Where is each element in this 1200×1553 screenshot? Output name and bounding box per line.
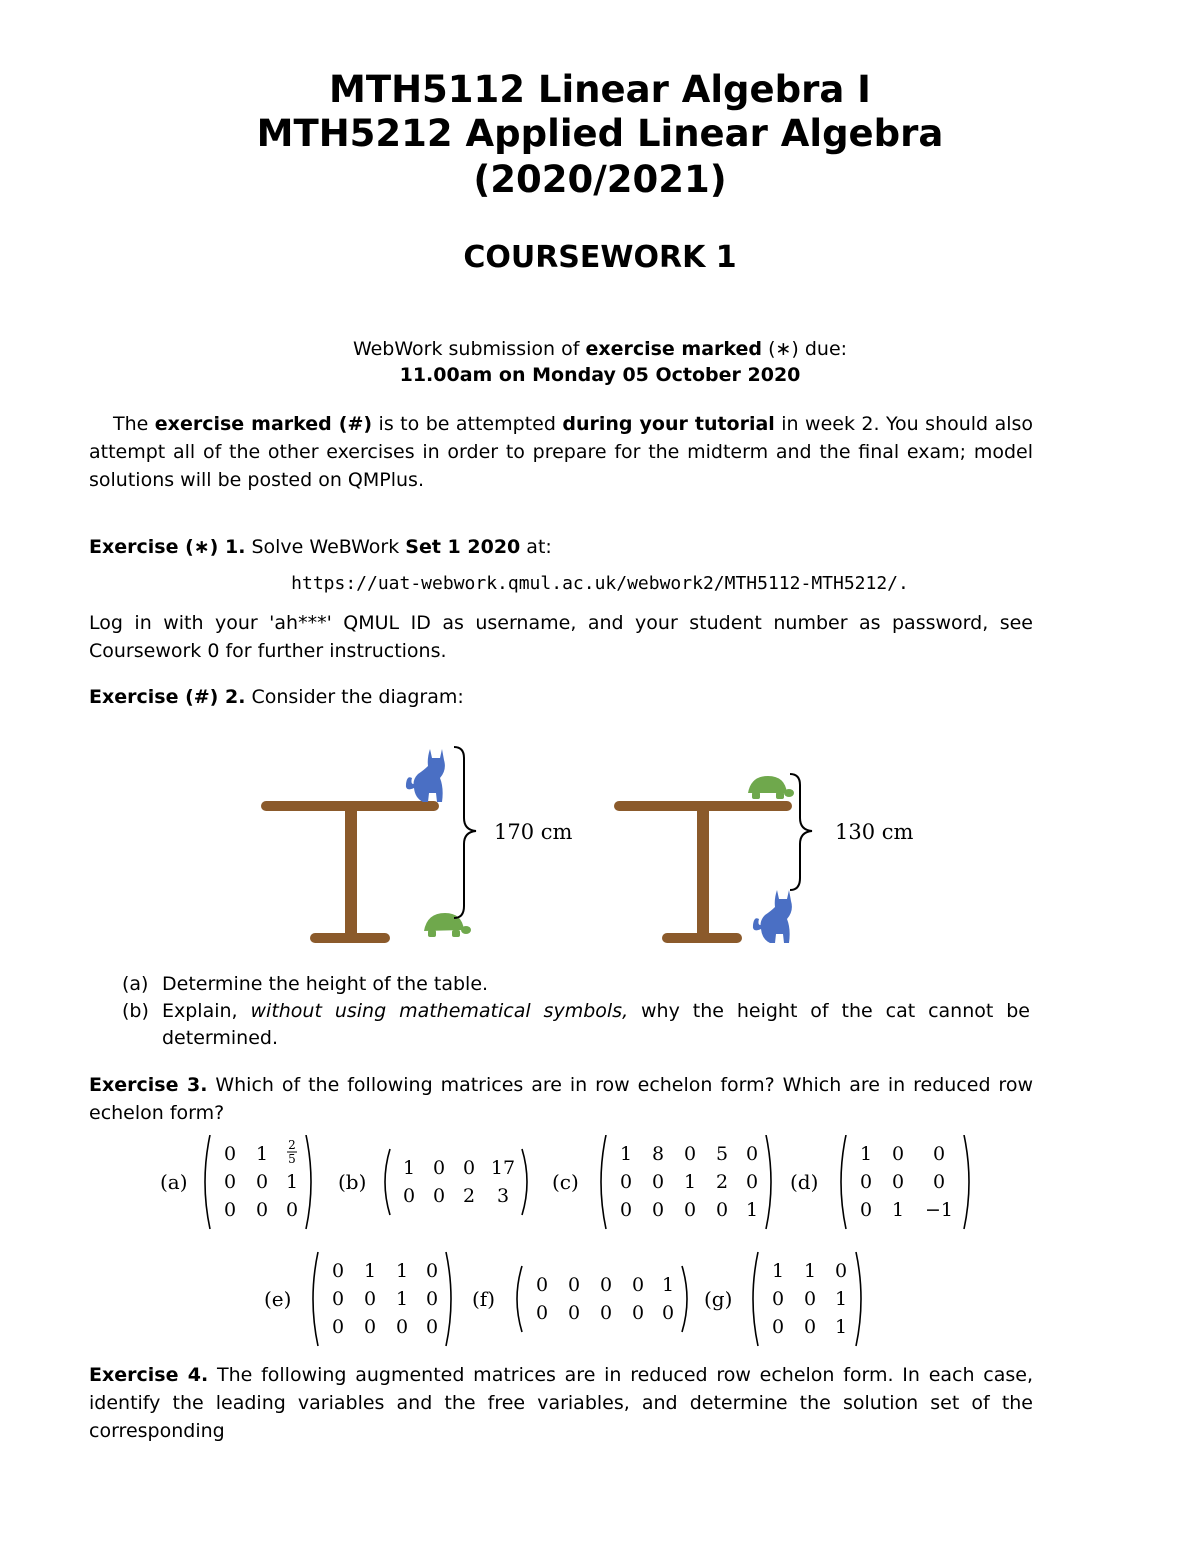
matrix-entry: 8 [651,1143,665,1165]
exercise-2-part-b: (b) Explain, without using mathematical symbols, why the height of the cat cannot be determined. [122,1000,1030,1049]
exercise-2-heading: Exercise (#) 2. Consider the diagram: [89,686,464,708]
matrix-entry: 0 [661,1302,675,1324]
right-paren [306,1135,311,1229]
matrix-entry: 0 [255,1199,269,1221]
matrix-label: (e) [264,1287,292,1311]
matrix-entry: 0 [331,1260,345,1282]
intro-paragraph: The exercise marked (#) is to be attempted during your tutorial in week 2. You should also attempt all of the other exercises in order to prepare for the midterm and the final exam; model solutions will be posted on QMPlus. [89,413,1034,491]
exercise-3-matrices [0,1135,1200,1355]
matrix-label: (a) [160,1170,188,1194]
matrix-entry: 0 [745,1143,759,1165]
matrix-label: (g) [704,1287,733,1311]
left-paren [517,1266,522,1332]
matrix-entry: 1 [619,1143,633,1165]
matrix-label: (d) [790,1170,819,1194]
matrix-entry: 0 [567,1302,581,1324]
matrix-label: (f) [472,1287,496,1311]
matrix-entry: 1 [661,1274,675,1296]
matrix-entry: 0 [859,1199,873,1221]
matrix-entry: 0 [683,1143,697,1165]
matrix-label: (c) [552,1170,579,1194]
right-paren [522,1149,527,1215]
matrix-entry-denominator: 5 [288,1152,296,1166]
matrix-entry: 1 [683,1171,697,1193]
matrix-entry-numerator: 2 [288,1138,296,1152]
matrix-entry: 17 [490,1157,516,1179]
matrix-entry: 0 [651,1171,665,1193]
matrix-entry: 0 [891,1143,905,1165]
matrix-entry: 1 [834,1288,848,1310]
title-line-1: MTH5112 Linear Algebra I [329,68,871,111]
matrix-entry: 0 [771,1316,785,1338]
matrix-a [160,1135,311,1229]
matrix-entry: 1 [803,1260,817,1282]
left-height-label: 170 cm [494,820,573,844]
right-paren [856,1252,861,1346]
table-cat-turtle-diagram [0,730,1200,960]
left-height-brace [454,747,476,918]
matrix-entry: 0 [223,1143,237,1165]
matrix-entry: 0 [619,1199,633,1221]
left-paren [205,1135,210,1229]
matrix-entry: 1 [402,1157,416,1179]
matrix-entry: 0 [803,1316,817,1338]
matrix-entry: 0 [599,1302,613,1324]
title-line-3: (2020/2021) [473,158,727,201]
matrix-entry: 1 [745,1199,759,1221]
matrix-entry: 1 [834,1316,848,1338]
matrix-entry: −1 [924,1199,954,1221]
matrix-entry: 1 [285,1171,299,1193]
matrix-entry: 0 [891,1171,905,1193]
matrix-entry: 1 [771,1260,785,1282]
matrix-entry: 0 [535,1302,549,1324]
matrix-entry: 0 [651,1199,665,1221]
matrix-entry: 0 [425,1260,439,1282]
matrix-entry: 0 [331,1288,345,1310]
left-paren [841,1135,846,1229]
matrix-entry: 0 [432,1157,446,1179]
matrix-entry: 3 [496,1185,510,1207]
matrix-entry: 1 [363,1260,377,1282]
matrix-entry: 0 [803,1288,817,1310]
matrix-entry: 0 [631,1274,645,1296]
matrix-entry: 1 [255,1143,269,1165]
right-height-label: 130 cm [835,820,914,844]
matrix-entry: 0 [223,1199,237,1221]
right-paren [682,1266,687,1332]
cat-icon [406,749,445,802]
right-paren [446,1252,451,1346]
title-line-2: MTH5212 Applied Linear Algebra [256,112,944,155]
exercise-2-part-a: (a) Determine the height of the table. [122,973,489,995]
matrix-entry: 1 [395,1260,409,1282]
matrix-g [704,1252,861,1346]
matrix-entry: 0 [285,1199,299,1221]
matrix-f [472,1266,687,1332]
exercise-4-text: Exercise 4. The following augmented matrices are in reduced row echelon form. In each case, identify the leading variables and the free variables, and determine the solution set of the corresponding [89,1364,1033,1442]
matrix-entry: 0 [432,1185,446,1207]
matrix-entry: 0 [631,1302,645,1324]
matrix-entry: 1 [859,1143,873,1165]
cat-icon [753,890,792,943]
matrix-entry: 0 [771,1288,785,1310]
matrix-entry: 0 [395,1316,409,1338]
exercise-3-heading: Exercise 3. Which of the following matrices are in row echelon form? Which are in reduced row echelon form? [89,1074,1033,1124]
matrix-entry: 0 [402,1185,416,1207]
webwork-url[interactable]: https://uat-webwork.qmul.ac.uk/webwork2/MTH5112-MTH5212/. [291,573,909,594]
left-paren [753,1252,758,1346]
matrix-entry: 0 [363,1316,377,1338]
coursework-heading: COURSEWORK 1 [463,240,737,275]
matrix-entry: 0 [715,1199,729,1221]
turtle-icon [748,776,794,799]
matrix-entry: 0 [745,1171,759,1193]
right-paren [964,1135,969,1229]
matrix-entry: 0 [932,1171,946,1193]
left-paren [601,1135,606,1229]
left-paren [385,1149,390,1215]
matrix-entry: 0 [619,1171,633,1193]
matrix-label: (b) [338,1170,367,1194]
matrix-entry: 0 [535,1274,549,1296]
matrix-entry: 0 [683,1199,697,1221]
exercise-1-heading: Exercise (∗) 1. Solve WeBWork Set 1 2020 at: [89,536,552,558]
matrix-entry: 0 [425,1288,439,1310]
exercise-1-login: Log in with your 'ah***' QMUL ID as username, and your student number as password, see Coursework 0 for further instructions. [89,612,1033,662]
matrix-e [264,1252,451,1346]
submission-deadline: 11.00am on Monday 05 October 2020 [399,364,801,386]
matrix-entry: 0 [363,1288,377,1310]
matrix-entry: 0 [462,1157,476,1179]
matrix-entry: 0 [859,1171,873,1193]
matrix-entry: 0 [932,1143,946,1165]
matrix-entry: 0 [425,1316,439,1338]
matrix-entry: 1 [891,1199,905,1221]
matrix-entry: 5 [715,1143,729,1165]
matrix-entry: 2 [715,1171,729,1193]
right-paren [766,1135,771,1229]
matrix-d [790,1135,969,1229]
matrix-entry: 0 [331,1316,345,1338]
matrix-b [338,1149,527,1215]
left-paren [313,1252,318,1346]
matrix-c [552,1135,771,1229]
submission-note: WebWork submission of exercise marked (∗) due: [352,338,848,360]
matrix-entry: 0 [599,1274,613,1296]
matrix-entry: 1 [395,1288,409,1310]
left-table [261,801,439,943]
turtle-icon [424,913,471,937]
matrix-entry: 0 [567,1274,581,1296]
matrix-entry: 2 [462,1185,476,1207]
matrix-entry: 0 [255,1171,269,1193]
matrix-entry: 0 [223,1171,237,1193]
matrix-entry: 0 [834,1260,848,1282]
